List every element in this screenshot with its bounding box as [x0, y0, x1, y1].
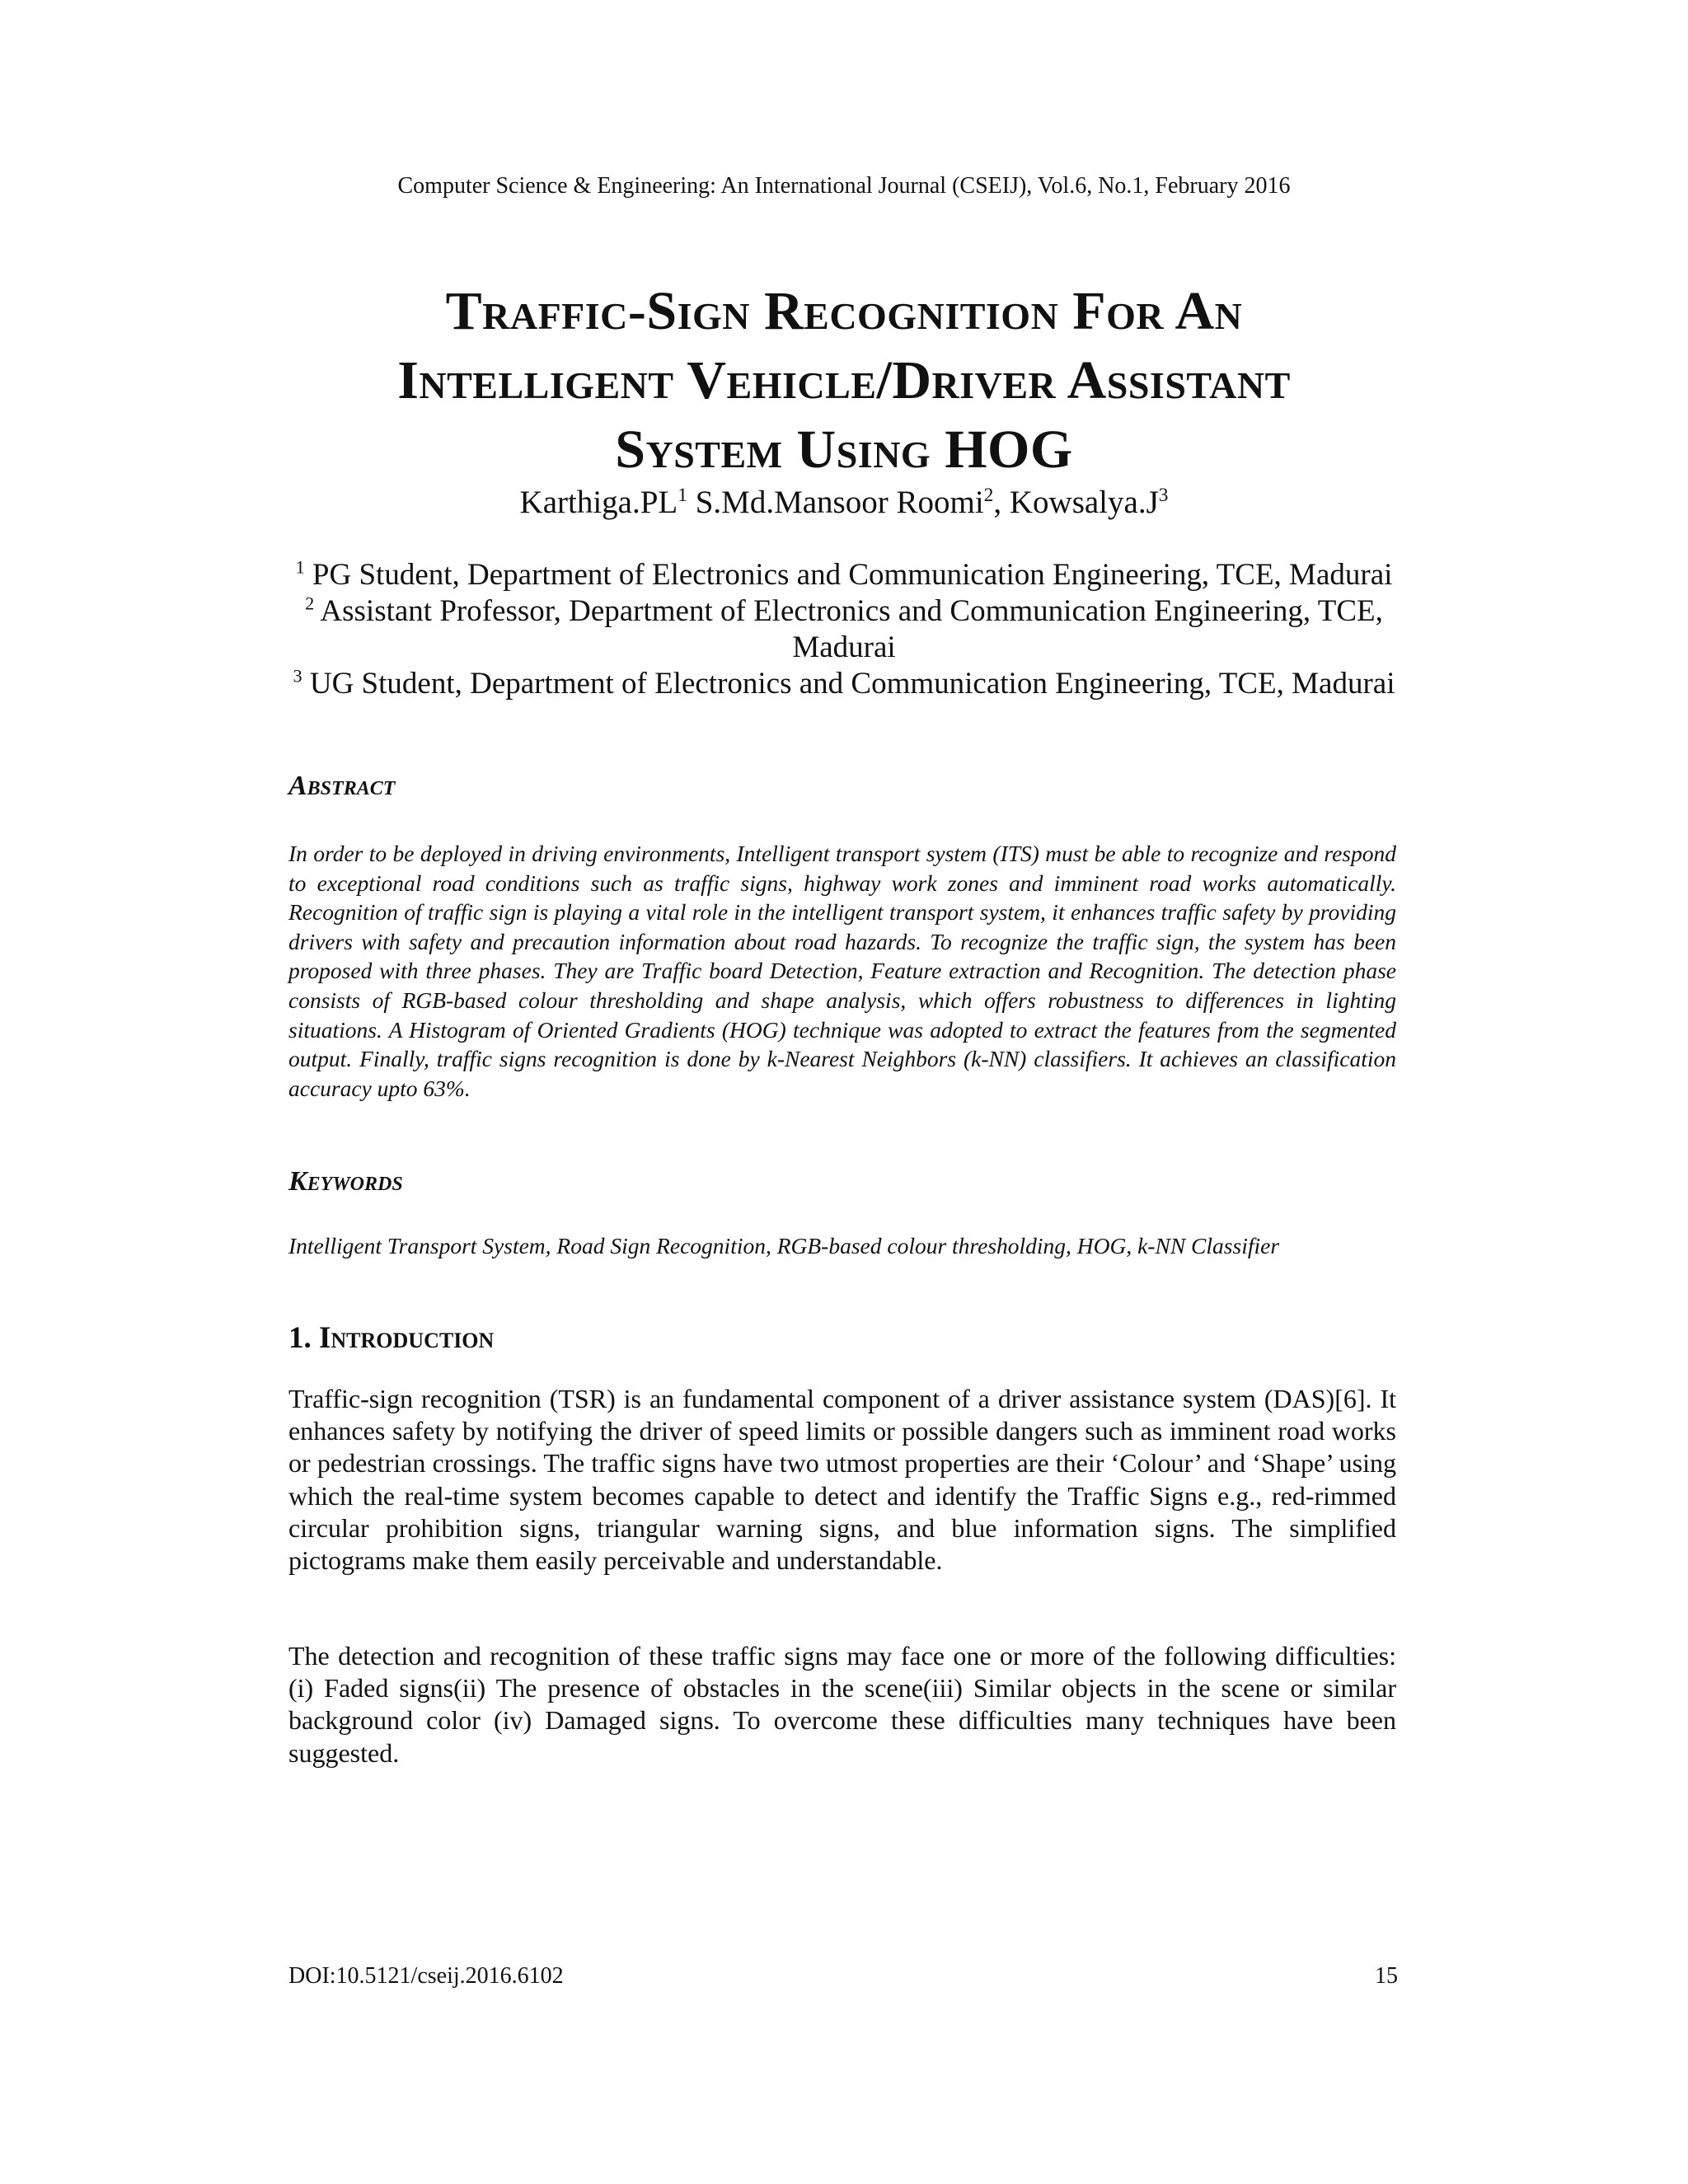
- paper-title: [247, 277, 1441, 485]
- author-separator: ,: [993, 485, 1010, 520]
- body-paragraph: Traffic-sign recognition (TSR) is an fundamental component of a driver assistance system (DAS)[6]. It enhances safety by notifying the driver of speed limits or possible dangers such as imminent road works or pedestrian crossings. The traffic signs have two utmost properties are their ‘Colour’ and ‘Shape’ using which the real-time system becomes capable to detect and identify the Traffic Signs e.g., red-rimmed circular prohibition signs, triangular warning signs, and blue information signs. The simplified pictograms make them easily perceivable and understandable.: [288, 1384, 1396, 1576]
- keywords-text: Intelligent Transport System, Road Sign Recognition, RGB-based colour thresholding, HOG, k-NN Classifier: [288, 1233, 1280, 1258]
- introduction-heading: 1. Introduction: [288, 1321, 495, 1355]
- running-header: Computer Science & Engineering: An International Journal (CSEIJ), Vol.6, No.1, February 2016: [397, 173, 1291, 199]
- author-separator: [687, 485, 696, 520]
- affiliation: [280, 666, 1408, 702]
- author-affiliation-mark: 3: [1158, 485, 1169, 506]
- page-number: 15: [1375, 1963, 1398, 1989]
- affiliation-text: PG Student, Department of Electronics and Communication Engineering, TCE, Madurai: [312, 558, 1393, 592]
- affiliation-list: [280, 557, 1408, 702]
- author-name: Kowsalya.J: [1009, 485, 1159, 520]
- affiliation-mark: 2: [305, 593, 315, 614]
- author-affiliation-mark: 2: [983, 485, 994, 506]
- title-line: Intelligent Vehicle/Driver Assistant: [397, 350, 1291, 410]
- body-paragraph: The detection and recognition of these traffic signs may face one or more of the following difficulties: (i) Faded signs(ii) The presence of obstacles in the scene(iii) Similar objects in the scene or similar background color (iv) Damaged signs. To overcome these difficulties many techniques have been suggested.: [288, 1641, 1396, 1768]
- affiliation: [280, 557, 1408, 593]
- author-affiliation-mark: 1: [678, 485, 687, 506]
- author-list: [0, 481, 1688, 524]
- affiliation-text: UG Student, Department of Electronics and Communication Engineering, TCE, Madurai: [309, 667, 1395, 701]
- keywords-heading: Keywords: [288, 1166, 403, 1197]
- affiliation-mark: 1: [295, 556, 305, 578]
- affiliation-mark: 3: [293, 665, 302, 687]
- title-line: Traffic-Sign Recognition For An: [445, 281, 1243, 341]
- footer-doi: DOI:10.5121/cseij.2016.6102: [288, 1963, 564, 1989]
- abstract-text: In order to be deployed in driving environments, Intelligent transport system (ITS) must be able to recognize and respond to exceptional road conditions such as traffic signs, highway work zones and imminent road works automatically. Recognition of traffic sign is playing a vital role in the intelligent transport system, it enhances traffic safety by providing drivers with safety and precaution information about road hazards. To recognize the traffic sign, the system has been proposed with three phases. They are Traffic board Detection, Feature extraction and Recognition. The detection phase consists of RGB-based colour thresholding and shape analysis, which offers robustness to differences in lighting situations. A Histogram of Oriented Gradients (HOG) technique was adopted to extract the features from the segmented output. Finally, traffic signs recognition is done by k-Nearest Neighbors (k-NN) classifiers. It achieves an classification accuracy upto 63%.: [288, 841, 1396, 1101]
- author-name: S.Md.Mansoor Roomi: [695, 485, 984, 520]
- affiliation-text: Assistant Professor, Department of Electronics and Communication Engineering, TCE, Madurai: [320, 594, 1383, 664]
- affiliation: [280, 593, 1408, 666]
- author-name: Karthiga.PL: [519, 485, 678, 520]
- abstract-heading: Abstract: [288, 771, 396, 801]
- title-line: System Using HOG: [615, 419, 1073, 480]
